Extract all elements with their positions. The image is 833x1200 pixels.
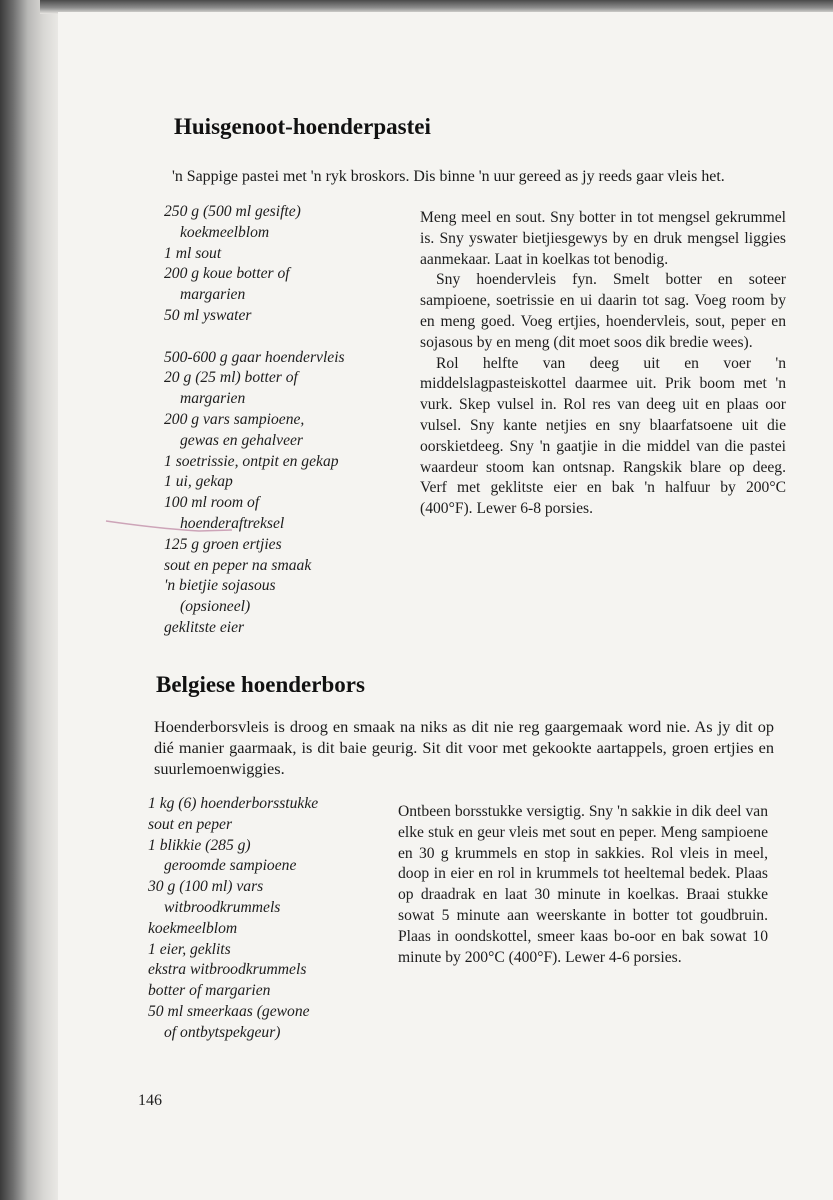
recipe-1-title: Huisgenoot-hoenderpastei bbox=[174, 114, 431, 139]
ingredient-line: 200 g vars sampioene, bbox=[164, 410, 305, 428]
ingredient-line: 20 g (25 ml) botter of bbox=[164, 369, 298, 387]
ingredient-line: 1 eier, geklits bbox=[148, 940, 231, 958]
method-paragraph: Meng meel en sout. Sny botter in tot mengsel gekrummel is. Sny yswater bietjiesgewys by en druk mengsel liggies aanmekaar. Laat in koelkas tot benodig. bbox=[420, 209, 786, 268]
ingredient-line: sout en peper bbox=[148, 815, 233, 833]
recipe-1-intro: 'n Sappige pastei met 'n ryk broskors. Dis binne 'n uur gereed as jy reeds gaar vleis het. bbox=[172, 168, 725, 185]
ingredient-line: 200 g koue botter of bbox=[164, 265, 290, 283]
ingredient-line: 1 soetrissie, ontpit en gekap bbox=[164, 452, 339, 470]
ingredient-line: 1 ml sout bbox=[164, 244, 222, 262]
ingredient-line: botter of margarien bbox=[148, 982, 271, 1000]
recipe-1-method bbox=[420, 208, 786, 520]
recipe-2-intro: Hoenderborsvleis is droog en smaak na niks as dit nie reg gaargemaak word nie. As jy dit op dié manier gaarmaak, is dit baie geurig. Sit dit voor met gekookte aartappels, groen ertjies en suurlemoenwiggies. bbox=[154, 717, 774, 778]
ingredient-line: 50 ml yswater bbox=[164, 306, 252, 324]
method-paragraph: Ontbeen borsstukke versigtig. Sny 'n sakkie in dik deel van elke stuk en geur vleis met sout en peper. Meng sampioene en 30 g krummels en stop in sakkies. Rol vleis in meel, doop in eier en rol in krummels tot heeltemal bedek. Plaas op draadrak en laat 30 minute in koelkas. Braai stukke sowat 5 minute aan weerskante in botter tot goudbruin. Plaas in oondskottel, smeer kaas bo-oor en bak sowat 10 minute by 200°C (400°F). Lewer 4-6 porsies. bbox=[398, 803, 768, 966]
ingredient-line: sout en peper na smaak bbox=[164, 556, 312, 574]
recipe-2-ingredients bbox=[148, 794, 383, 1044]
book-binding-shadow bbox=[0, 0, 62, 1200]
ingredient-line: 500-600 g gaar hoendervleis bbox=[164, 348, 345, 366]
ingredient-line: hoenderaftreksel bbox=[180, 514, 285, 532]
ingredient-line: geklitste eier bbox=[164, 618, 245, 636]
ingredient-line: koekmeelblom bbox=[180, 223, 270, 241]
ingredient-line: 30 g (100 ml) vars bbox=[148, 878, 264, 896]
ingredient-line: of ontbytspekgeur) bbox=[164, 1023, 281, 1041]
recipe-2-method bbox=[398, 802, 768, 968]
ingredient-line: gewas en gehalveer bbox=[180, 431, 303, 449]
ingredient-line: 100 ml room of bbox=[164, 494, 260, 512]
ingredient-line: margarien bbox=[180, 390, 246, 408]
page-number: 146 bbox=[138, 1092, 162, 1109]
ingredient-line: 'n bietjie sojasous bbox=[164, 577, 276, 595]
method-paragraph: Sny hoendervleis fyn. Smelt botter en soteer sampioene, soetrissie en ui daarin tot sag. Voeg room by en meng goed. Voeg ertjies, hoendervleis, sout, peper en sojasous by en meng (dit moet soos dik bredie wees). bbox=[420, 271, 786, 351]
ingredient-line: 1 ui, gekap bbox=[164, 473, 233, 491]
ingredient-line: geroomde sampioene bbox=[164, 857, 297, 875]
recipe-2-title: Belgiese hoenderbors bbox=[156, 672, 365, 697]
ingredient-line: 250 g (500 ml gesifte) bbox=[164, 203, 301, 220]
ingredient-line: ekstra witbroodkrummels bbox=[148, 961, 307, 979]
ingredient-line: witbroodkrummels bbox=[164, 898, 281, 916]
ingredient-line: 1 blikkie (285 g) bbox=[148, 836, 251, 854]
ingredient-line: margarien bbox=[180, 286, 246, 304]
ingredient-line: 1 kg (6) hoenderborsstukke bbox=[148, 795, 319, 812]
ingredient-spacer bbox=[164, 327, 399, 348]
recipe-1-ingredients bbox=[164, 202, 399, 639]
ingredient-line: (opsioneel) bbox=[180, 598, 251, 616]
method-paragraph: Rol helfte van deeg uit en voer 'n middelslagpasteiskottel daarmee uit. Prik boom met 'n vurk. Skep vulsel in. Rol res van deeg uit en plaas oor vulsel. Sny kante netjies en sny blaarfatsoene uit die oorskietdeeg. Sny 'n gaatjie in die middel van die pastei waardeur stoom kan ontsnap. Rangskik blare op deeg. Verf met geklitste eier en bak 'n halfuur by 200°C (400°F). Lewer 6-8 porsies. bbox=[420, 354, 786, 518]
ingredient-line: 50 ml smeerkaas (gewone bbox=[148, 1002, 310, 1020]
ingredient-line: koekmeelblom bbox=[148, 919, 238, 937]
ingredient-line: 125 g groen ertjies bbox=[164, 535, 282, 553]
